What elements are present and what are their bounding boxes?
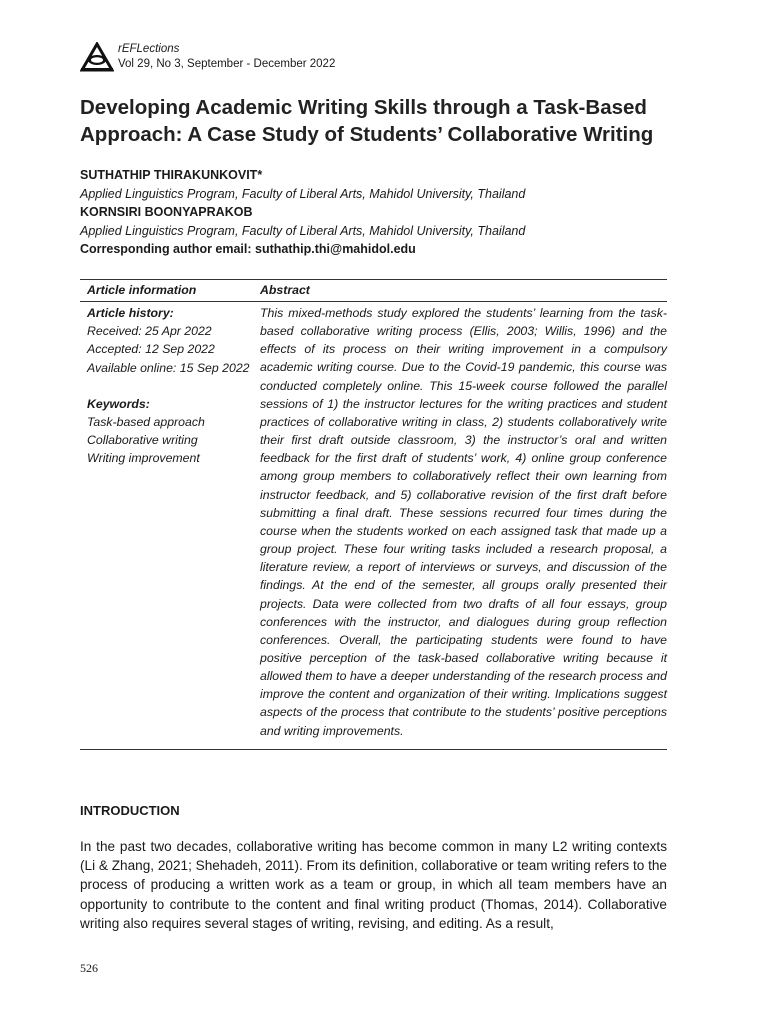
paper-title: Developing Academic Writing Skills through a Task-Based Approach: A Case Study of Students’ Collaborative Writing xyxy=(80,96,654,146)
article-info-table xyxy=(80,279,667,750)
received-date: Received: 25 Apr 2022 xyxy=(87,324,212,339)
history-label: Article history: xyxy=(87,306,174,320)
keywords-label: Keywords: xyxy=(87,396,150,411)
journal-issue: Vol 29, No 3, September - December 2022 xyxy=(118,58,336,70)
article-history xyxy=(87,304,257,468)
available-date: Available online: 15 Sep 2022 xyxy=(87,360,250,375)
abstract-text: This mixed-methods study explored the students’ learning from the task-based collaborative writing process (Ellis, 2003; Willis, 1996) and the effects of its process on their writing improvement in a compulsory academic writing course. Due to the Covid-19 pandemic, this course was conducted completely online. This 15-week course followed the parallel sessions of 1) the instructor lectures for the writing practices and student practices of collaborative writing in class, 2) students collaboratively write their first draft outside classroom, 3) the instructor’s oral and written feedback for the first draft of students’ work, 4) online group conference among group members to collaboratively reflect their own learning from instructor feedback, and 5) collaborative revision of the first draft before submitting a final draft. These sessions recurred four times during the course when the students worked on each assigned task that made up a group project. These four writing tasks included a research proposal, a literature review, a report of interviews or surveys, and discussion of the findings. At the end of the semester, all groups orally presented their projects. Data were collected from two drafts of all four essays, group conferences with the instructor, and dialogues during group reflection conferences. Overall, the participating students were found to have positive perception of the task-based collaborative writing because it allowed them to have a deeper understanding of the research process and improve the content and organization of their writing. Implications suggest aspects of the process that contribute to the students’ positive perceptions and writing improvements. xyxy=(260,306,667,738)
author-name: SUTHATHIP THIRAKUNKOVIT* xyxy=(80,168,263,182)
introduction-paragraph: In the past two decades, collaborative writing has become common in many L2 writing contexts (Li & Zhang, 2021; Shehadeh, 2011). From its definition, collaborative or team writing refers to the process of producing a written work as a team or group, in which all team members have an opportunity to contribute to the content and final writing product (Thomas, 2014). Collaborative writing also requires several stages of writing, revising, and editing. As a result, xyxy=(80,839,667,931)
author-block xyxy=(80,166,680,259)
article-info-header xyxy=(80,280,667,302)
author-name: KORNSIRI BOONYAPRAKOB xyxy=(80,205,253,219)
journal-logo-triangle-icon xyxy=(80,42,114,72)
accepted-date: Accepted: 12 Sep 2022 xyxy=(87,342,215,357)
corresponding-email: Corresponding author email: suthathip.thi@mahidol.edu xyxy=(80,242,416,256)
abstract-label: Abstract xyxy=(260,283,310,297)
author-affiliation: Applied Linguistics Program, Faculty of Liberal Arts, Mahidol University, Thailand xyxy=(80,223,526,238)
page-number: 526 xyxy=(80,961,98,975)
article-info-label: Article information xyxy=(87,283,197,297)
keyword-item: Task-based approach xyxy=(87,415,205,430)
keyword-item: Collaborative writing xyxy=(87,433,198,448)
keyword-item: Writing improvement xyxy=(87,451,200,466)
journal-name: rEFLections xyxy=(118,43,180,55)
author-affiliation: Applied Linguistics Program, Faculty of Liberal Arts, Mahidol University, Thailand xyxy=(80,186,526,201)
section-heading-introduction: INTRODUCTION xyxy=(80,803,180,818)
journal-header xyxy=(118,42,335,72)
